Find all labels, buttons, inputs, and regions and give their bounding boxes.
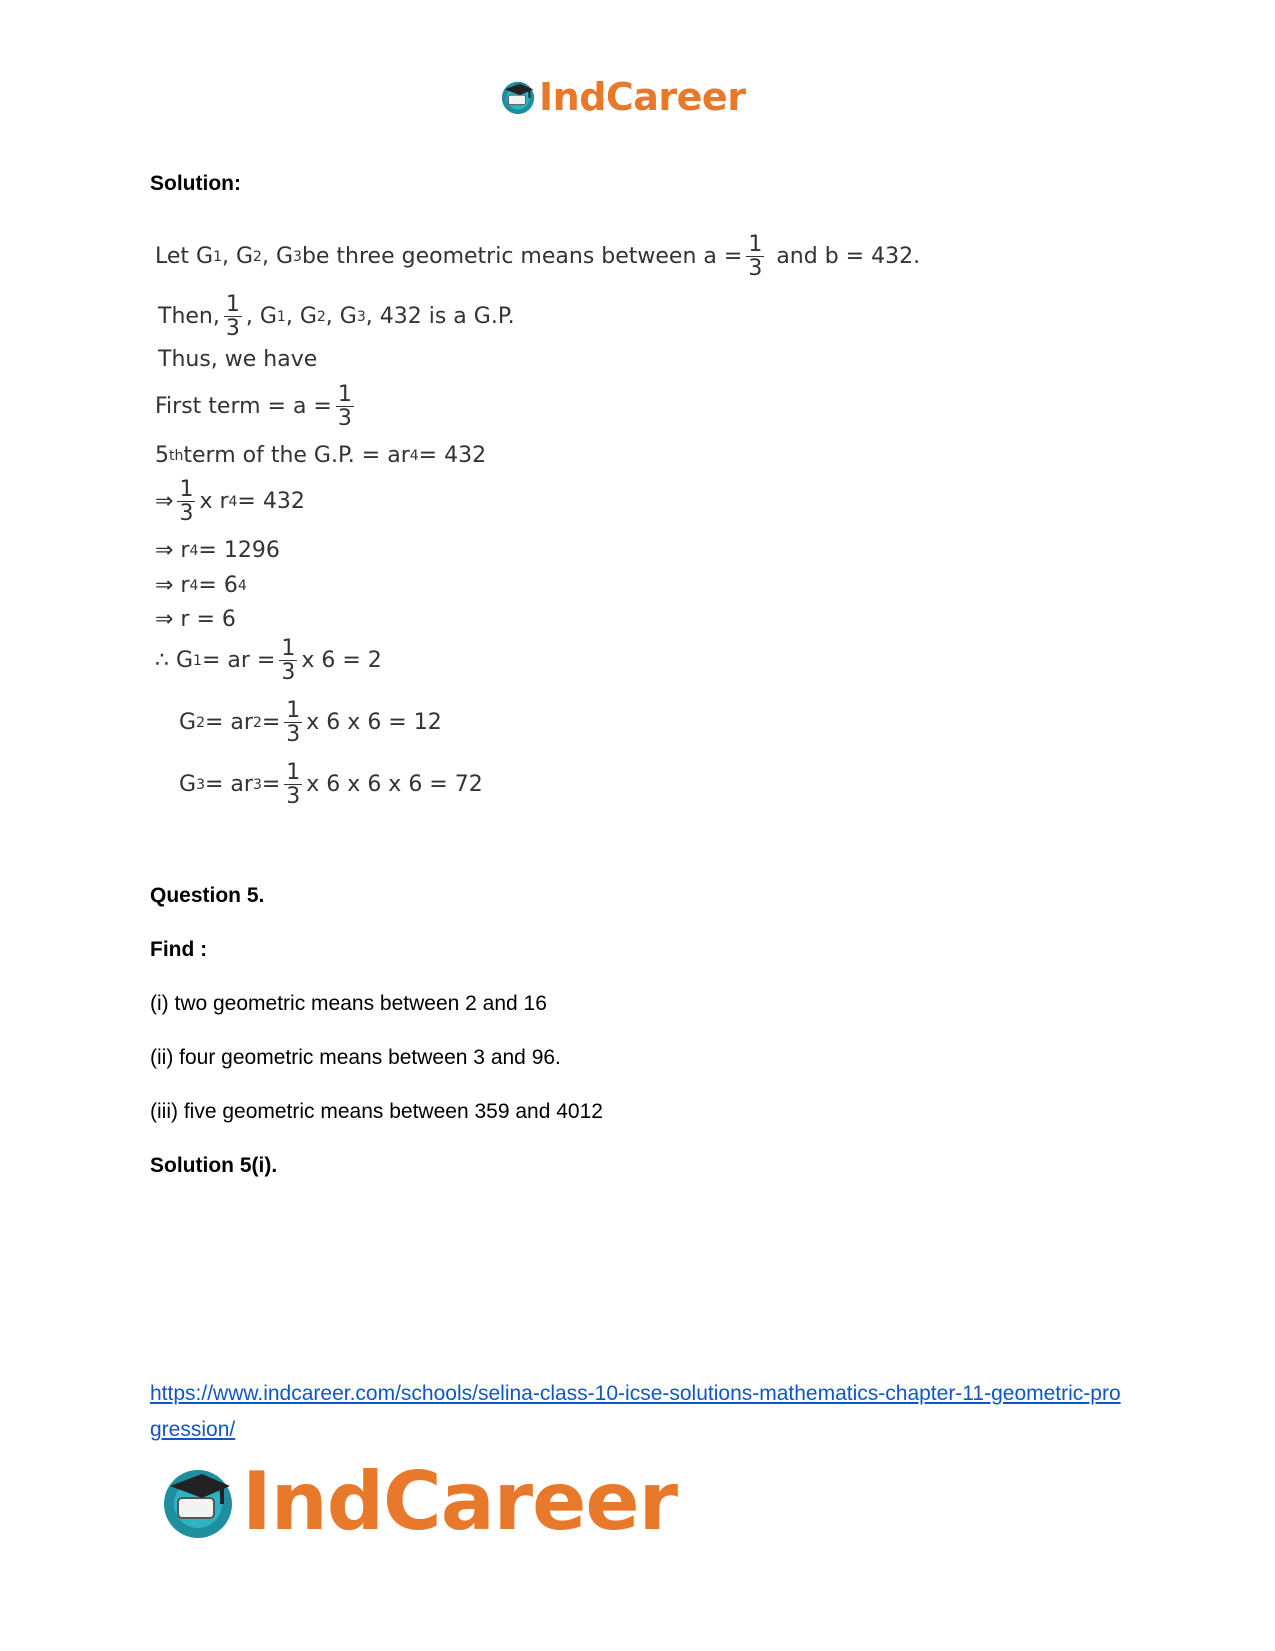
math-line-1: Let G 1 , G 2 , G 3 be three geometric means between a = $\frac{1}{3}$ and b = 432. xyxy=(155,232,921,282)
math-line-3: Thus, we have xyxy=(158,347,318,372)
solution-5i-heading: Solution 5(i). xyxy=(150,1154,278,1177)
list-item: (i) two geometric means between 2 and 16 xyxy=(150,992,547,1015)
math-solution xyxy=(155,233,1055,863)
math-line-11: G 2 = ar 2 = $\frac{1}{3}$ x 6 x 6 = 12 xyxy=(179,698,442,748)
math-line-2: Then, $\frac{1}{3}$ , G 1 , G 2 , G 3 , 432 is a G.P. xyxy=(158,292,515,342)
math-line-12: G 3 = ar 3 = $\frac{1}{3}$ x 6 x 6 x 6 = 72 xyxy=(179,760,483,810)
math-line-7: ⇒ r 4 = 1296 xyxy=(155,538,280,563)
logo-text: IndCareer xyxy=(539,75,746,119)
math-line-9: ⇒ r = 6 xyxy=(155,607,236,632)
question-heading: Question 5. xyxy=(150,884,265,907)
footer-logo xyxy=(158,1455,678,1548)
find-heading: Find : xyxy=(150,938,208,961)
math-line-5: 5 th term of the G.P. = ar 4 = 432 xyxy=(155,443,487,468)
list-item: (iii) five geometric means between 359 and 4012 xyxy=(150,1100,603,1123)
list-item: (ii) four geometric means between 3 and 96. xyxy=(150,1046,561,1069)
math-line-4: First term = a = $\frac{1}{3}$ xyxy=(155,382,352,432)
header-logo xyxy=(499,75,746,119)
source-link[interactable]: https://www.indcareer.com/schools/selina-class-10-icse-solutions-mathematics-chapter-11-geometric-progression/ xyxy=(150,1382,1121,1441)
math-line-6: ⇒ $\frac{1}{3}$ x r 4 = 432 xyxy=(155,477,305,527)
math-line-8: ⇒ r 4 = 6 4 xyxy=(155,573,247,598)
graduation-cap-globe-icon xyxy=(499,78,537,116)
solution-heading: Solution: xyxy=(150,172,241,195)
logo-text: IndCareer xyxy=(242,1455,678,1548)
math-line-10: ∴ G 1 = ar = $\frac{1}{3}$ x 6 = 2 xyxy=(155,636,382,686)
graduation-cap-globe-icon xyxy=(158,1462,238,1542)
